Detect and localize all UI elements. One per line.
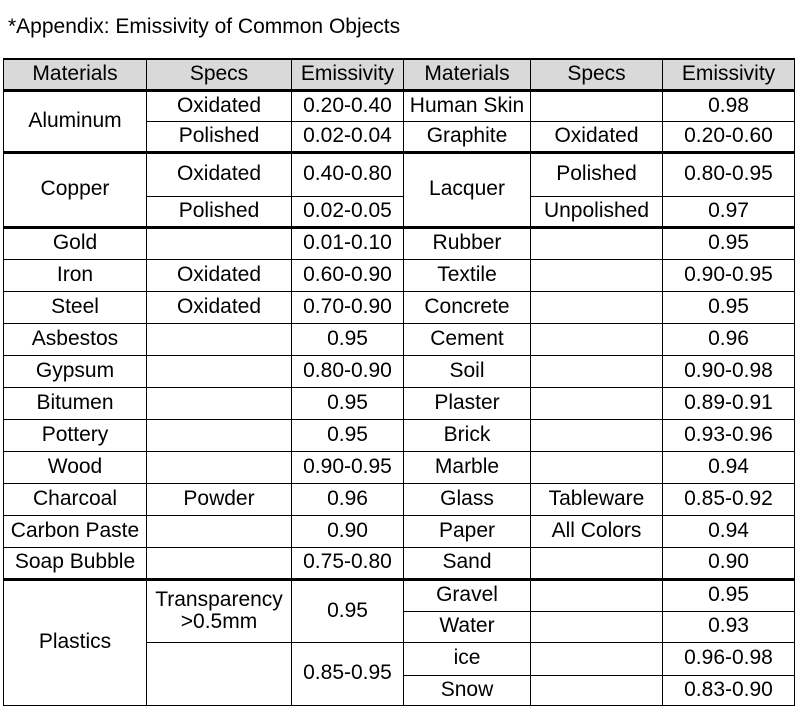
spec-cell xyxy=(147,227,292,259)
emissivity-cell: 0.95 xyxy=(292,419,404,451)
material-cell: Soil xyxy=(404,355,531,387)
material-cell: Cement xyxy=(404,323,531,355)
emissivity-cell: 0.02-0.04 xyxy=(292,121,404,152)
header-materials: Materials xyxy=(4,59,147,90)
spec-cell xyxy=(531,291,663,323)
spec-cell: Oxidated xyxy=(531,121,663,152)
table-row xyxy=(4,515,795,547)
material-cell: Steel xyxy=(4,291,147,323)
spec-cell xyxy=(147,547,292,579)
emissivity-cell: 0.94 xyxy=(663,515,795,547)
spec-cell xyxy=(531,675,663,705)
material-cell: Marble xyxy=(404,451,531,483)
page-title: *Appendix: Emissivity of Common Objects xyxy=(8,15,401,38)
header-specs: Specs xyxy=(147,59,292,90)
spec-cell: Oxidated xyxy=(147,259,292,291)
spec-cell xyxy=(147,387,292,419)
table-row xyxy=(4,152,795,196)
material-cell: Plastics xyxy=(4,579,147,705)
spec-cell xyxy=(531,227,663,259)
table-row xyxy=(4,291,795,323)
spec-cell xyxy=(147,323,292,355)
spec-cell xyxy=(147,642,292,705)
table-row xyxy=(4,355,795,387)
emissivity-cell: 0.95 xyxy=(663,579,795,611)
emissivity-cell: 0.90 xyxy=(663,547,795,579)
spec-cell xyxy=(531,642,663,675)
emissivity-cell: 0.96-0.98 xyxy=(663,642,795,675)
material-cell: Lacquer xyxy=(404,152,531,227)
table-row xyxy=(4,259,795,291)
spec-cell xyxy=(531,355,663,387)
header-specs: Specs xyxy=(531,59,663,90)
spec-cell xyxy=(531,419,663,451)
emissivity-cell: 0.83-0.90 xyxy=(663,675,795,705)
spec-cell: All Colors xyxy=(531,515,663,547)
table-header-row xyxy=(4,59,795,90)
emissivity-cell: 0.40-0.80 xyxy=(292,152,404,196)
spec-cell: Oxidated xyxy=(147,152,292,196)
emissivity-cell: 0.90-0.95 xyxy=(292,451,404,483)
spec-cell: Polished xyxy=(147,196,292,227)
emissivity-cell: 0.75-0.80 xyxy=(292,547,404,579)
emissivity-cell: 0.95 xyxy=(292,579,404,642)
spec-cell xyxy=(531,90,663,121)
material-cell: Pottery xyxy=(4,419,147,451)
material-cell: Soap Bubble xyxy=(4,547,147,579)
emissivity-cell: 0.85-0.92 xyxy=(663,483,795,515)
header-emissivity: Emissivity xyxy=(292,59,404,90)
material-cell: Charcoal xyxy=(4,483,147,515)
material-cell: Water xyxy=(404,611,531,642)
spec-cell xyxy=(531,323,663,355)
table-row xyxy=(4,451,795,483)
emissivity-cell: 0.90-0.95 xyxy=(663,259,795,291)
spec-cell xyxy=(531,387,663,419)
spec-cell xyxy=(531,547,663,579)
spec-cell xyxy=(531,451,663,483)
table-row xyxy=(4,227,795,259)
emissivity-cell: 0.20-0.60 xyxy=(663,121,795,152)
emissivity-cell: 0.60-0.90 xyxy=(292,259,404,291)
emissivity-cell: 0.95 xyxy=(663,291,795,323)
emissivity-cell: 0.80-0.95 xyxy=(663,152,795,196)
material-cell: Glass xyxy=(404,483,531,515)
material-cell: Textile xyxy=(404,259,531,291)
emissivity-cell: 0.90 xyxy=(292,515,404,547)
material-cell: Carbon Paste xyxy=(4,515,147,547)
emissivity-cell: 0.90-0.98 xyxy=(663,355,795,387)
spec-cell xyxy=(531,611,663,642)
material-cell: Plaster xyxy=(404,387,531,419)
material-cell: Bitumen xyxy=(4,387,147,419)
material-cell: Paper xyxy=(404,515,531,547)
material-cell: Copper xyxy=(4,152,147,227)
spec-cell: Powder xyxy=(147,483,292,515)
spec-cell xyxy=(147,451,292,483)
spec-cell xyxy=(531,579,663,611)
emissivity-cell: 0.70-0.90 xyxy=(292,291,404,323)
emissivity-table xyxy=(3,58,795,706)
spec-cell: Oxidated xyxy=(147,291,292,323)
spec-cell: Oxidated xyxy=(147,90,292,121)
material-cell: Human Skin xyxy=(404,90,531,121)
material-cell: Asbestos xyxy=(4,323,147,355)
spec-cell xyxy=(147,355,292,387)
spec-cell: Polished xyxy=(531,152,663,196)
material-cell: ice xyxy=(404,642,531,675)
table-row xyxy=(4,547,795,579)
emissivity-cell: 0.95 xyxy=(292,323,404,355)
material-cell: Brick xyxy=(404,419,531,451)
table-row xyxy=(4,387,795,419)
emissivity-cell: 0.94 xyxy=(663,451,795,483)
material-cell: Sand xyxy=(404,547,531,579)
emissivity-cell: 0.93-0.96 xyxy=(663,419,795,451)
emissivity-cell: 0.01-0.10 xyxy=(292,227,404,259)
emissivity-cell: 0.85-0.95 xyxy=(292,642,404,705)
emissivity-cell: 0.98 xyxy=(663,90,795,121)
material-cell: Gypsum xyxy=(4,355,147,387)
table-row xyxy=(4,419,795,451)
material-cell: Concrete xyxy=(404,291,531,323)
emissivity-cell: 0.95 xyxy=(663,227,795,259)
spec-cell xyxy=(147,515,292,547)
emissivity-cell: 0.96 xyxy=(663,323,795,355)
emissivity-cell: 0.93 xyxy=(663,611,795,642)
spec-cell xyxy=(147,419,292,451)
material-cell: Rubber xyxy=(404,227,531,259)
material-cell: Wood xyxy=(4,451,147,483)
material-cell: Iron xyxy=(4,259,147,291)
emissivity-cell: 0.97 xyxy=(663,196,795,227)
emissivity-cell: 0.02-0.05 xyxy=(292,196,404,227)
spec-cell: Polished xyxy=(147,121,292,152)
spec-cell xyxy=(531,259,663,291)
emissivity-cell: 0.96 xyxy=(292,483,404,515)
material-cell: Aluminum xyxy=(4,90,147,152)
spec-cell: Tableware xyxy=(531,483,663,515)
table-row xyxy=(4,579,795,611)
header-emissivity: Emissivity xyxy=(663,59,795,90)
material-cell: Gold xyxy=(4,227,147,259)
table-row xyxy=(4,323,795,355)
emissivity-cell: 0.89-0.91 xyxy=(663,387,795,419)
material-cell: Graphite xyxy=(404,121,531,152)
emissivity-cell: 0.80-0.90 xyxy=(292,355,404,387)
emissivity-cell: 0.20-0.40 xyxy=(292,90,404,121)
table-row xyxy=(4,483,795,515)
header-materials: Materials xyxy=(404,59,531,90)
material-cell: Gravel xyxy=(404,579,531,611)
material-cell: Snow xyxy=(404,675,531,705)
table-row xyxy=(4,90,795,121)
emissivity-cell: 0.95 xyxy=(292,387,404,419)
spec-cell: Unpolished xyxy=(531,196,663,227)
spec-cell: Transparency >0.5mm xyxy=(147,579,292,642)
